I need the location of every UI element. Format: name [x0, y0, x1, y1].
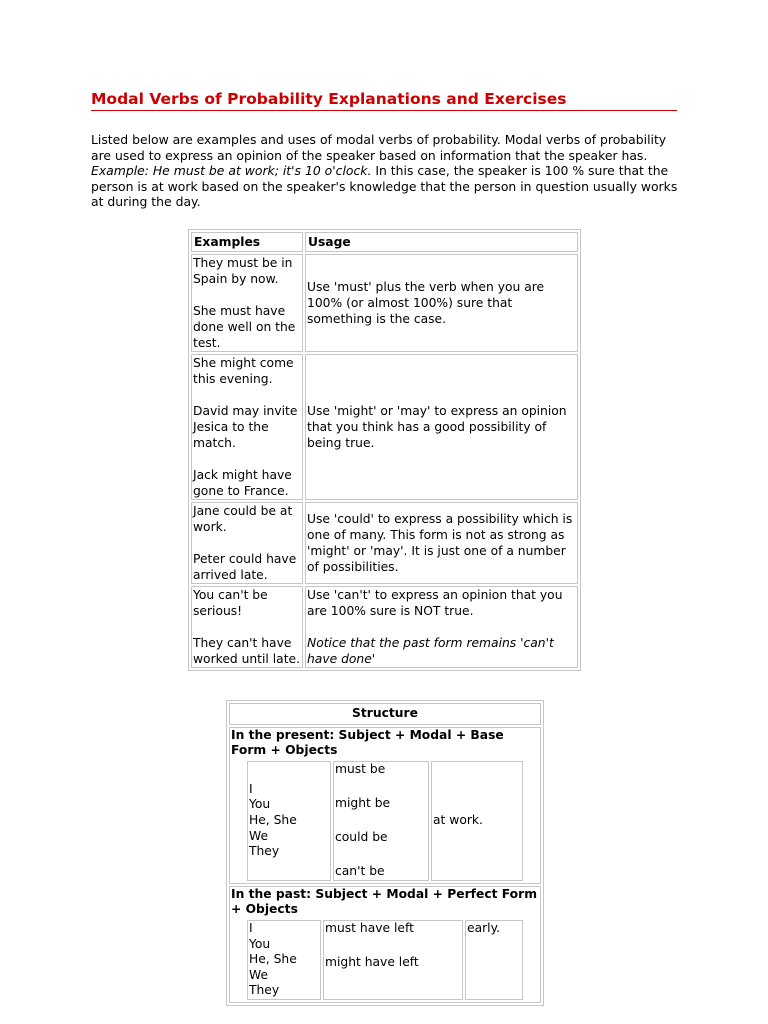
usage-table-header-row: [191, 232, 578, 252]
modal-form: can't be: [335, 863, 385, 878]
structure-present-row: [229, 727, 541, 884]
modals-cell: [323, 920, 463, 1000]
example-text: They must be in Spain by now.: [193, 256, 293, 286]
modals-cell: [333, 761, 429, 881]
example-text: She must have done well on the test.: [193, 304, 296, 350]
pronoun: I: [249, 781, 253, 796]
usage-cell: [305, 502, 578, 584]
examples-cell: [191, 354, 303, 500]
usage-row-might-may: [191, 354, 578, 500]
present-table: [245, 759, 525, 883]
intro-example: Example: He must be at work; it's 10 o'clock.: [91, 163, 372, 179]
pronoun: He, She: [249, 812, 297, 827]
header-examples: Examples: [191, 232, 303, 252]
pronouns-cell: [247, 920, 321, 1000]
structure-table: [226, 700, 544, 1006]
usage-text: Use 'could' to express a possibility which is one of many. This form is not as strong as 'might' or 'may'. It is just one of a number of possibilities.: [307, 512, 573, 574]
modal-form: must be: [335, 761, 386, 776]
page-title: Modal Verbs of Probability Explanations and Exercises: [91, 90, 677, 111]
header-usage: Usage: [305, 232, 578, 252]
usage-text: Use 'must' plus the verb when you are 100% (or almost 100%) sure that something is the case.: [307, 280, 545, 326]
pronoun: You: [249, 797, 271, 812]
pronouns-cell: [247, 761, 331, 881]
structure-header: Structure: [229, 703, 541, 725]
intro-text-2: In this case, the speaker is 100 % sure that the person is at work based on the speaker's knowledge that the person in question usually works at during the day.: [91, 163, 678, 210]
examples-cell: [191, 254, 303, 352]
usage-cell: [305, 586, 578, 668]
present-title: In the present: Subject + Modal + Base Form + Objects: [231, 727, 504, 758]
example-text: You can't be serious!: [193, 588, 268, 618]
usage-text: Use 'might' or 'may' to express an opinion that you think has a good possibility of being true.: [307, 404, 567, 450]
past-table: [245, 918, 525, 1002]
present-section: [229, 727, 541, 884]
example-text: Peter could have arrived late.: [193, 552, 297, 582]
usage-cell: [305, 254, 578, 352]
example-text: She might come this evening.: [193, 356, 294, 386]
usage-row-cant: [191, 586, 578, 668]
object-cell: at work.: [431, 761, 523, 881]
usage-text: Use 'can't' to express an opinion that you are 100% sure is NOT true.: [307, 588, 563, 618]
pronoun: They: [249, 844, 280, 859]
example-text: They can't have worked until late.: [193, 636, 300, 666]
object-cell: early.: [465, 920, 523, 1000]
examples-cell: [191, 502, 303, 584]
pronoun: He, She: [249, 952, 297, 967]
intro-text-1: Listed below are examples and uses of modal verbs of probability. Modal verbs of probability are used to express an opinion of the speaker based on information that the speaker has.: [91, 132, 667, 163]
usage-row-could: [191, 502, 578, 584]
pronoun: I: [249, 920, 253, 935]
example-text: David may invite Jesica to the match.: [193, 404, 298, 450]
past-section: [229, 886, 541, 1003]
example-text: Jane could be at work.: [193, 504, 293, 534]
pronoun: They: [249, 983, 280, 998]
modal-form: might be: [335, 795, 391, 810]
usage-table: [188, 229, 581, 671]
examples-cell: [191, 586, 303, 668]
pronoun: We: [249, 828, 269, 843]
structure-past-row: [229, 886, 541, 1003]
modal-form: could be: [335, 829, 388, 844]
structure-header-row: [229, 703, 541, 725]
usage-note: Notice that the past form remains 'can't have done': [307, 636, 554, 666]
modal-form: might have left: [325, 954, 419, 969]
modal-form: must have left: [325, 920, 414, 935]
pronoun: We: [249, 967, 269, 982]
intro-paragraph: [91, 132, 681, 210]
past-title: In the past: Subject + Modal + Perfect Form + Objects: [231, 886, 538, 917]
usage-cell: [305, 354, 578, 500]
example-text: Jack might have gone to France.: [193, 468, 292, 498]
pronoun: You: [249, 936, 271, 951]
usage-row-must: [191, 254, 578, 352]
